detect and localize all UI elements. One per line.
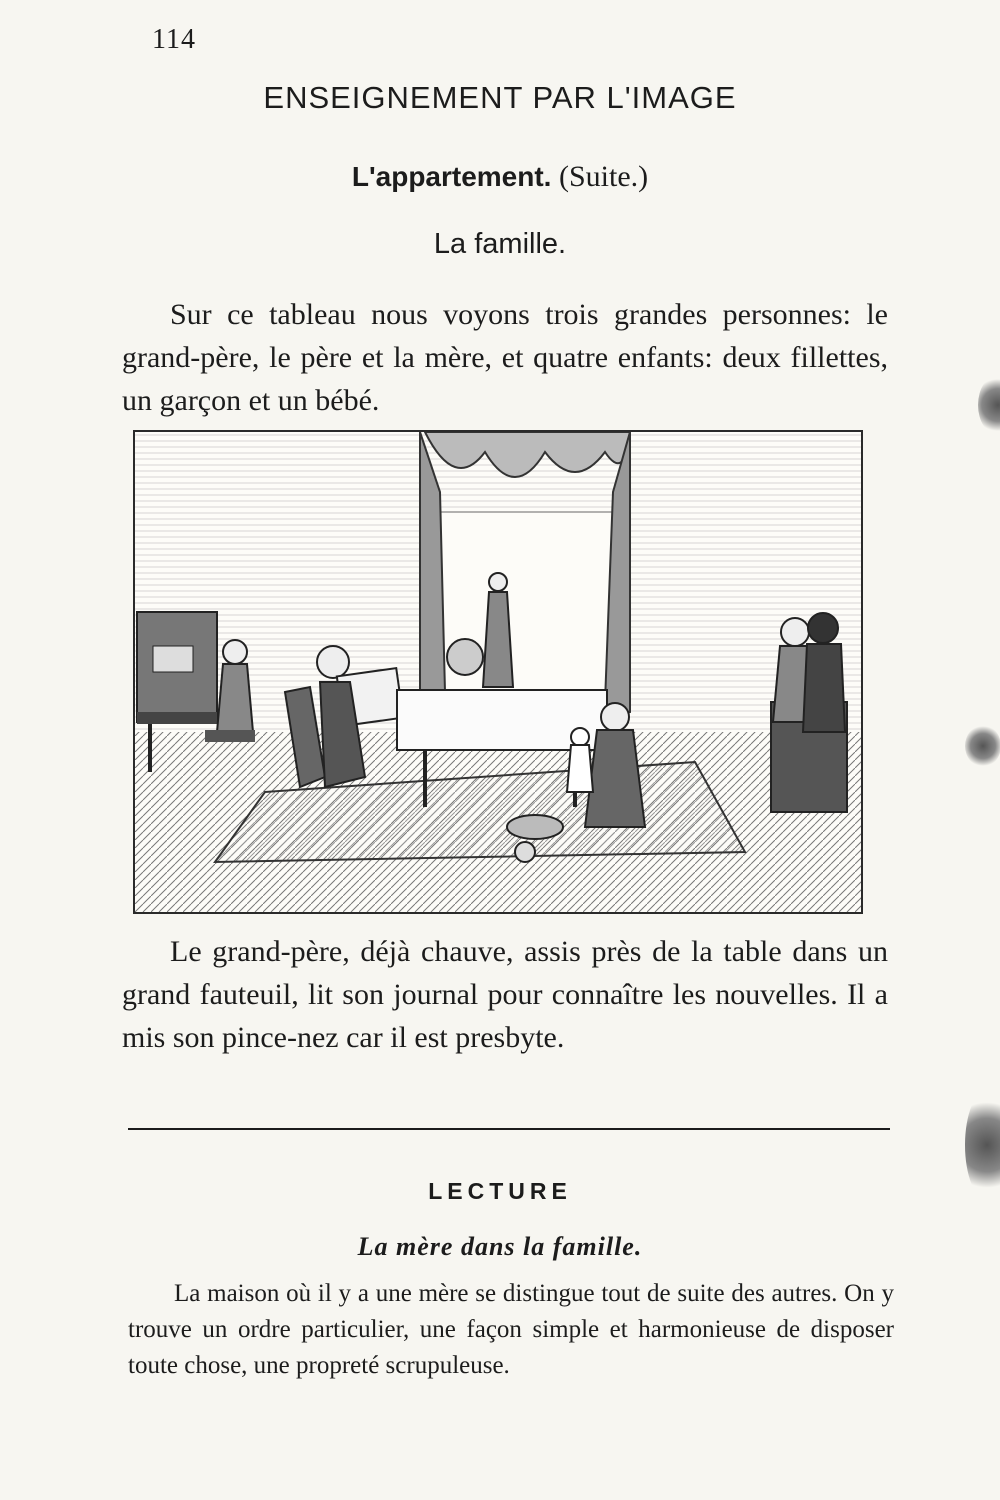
section-subtitle xyxy=(0,160,1000,194)
ink-stain xyxy=(965,725,1000,767)
page-title: ENSEIGNEMENT PAR L'IMAGE xyxy=(263,80,737,115)
paragraph-reading: La maison où il y a une mère se distingue tout de suite des autres. On y trouve un ordre particulier, une façon simple et harmonieuse de disposer toute chose, une propreté scrupuleuse. xyxy=(128,1280,894,1379)
page-number: 114 xyxy=(152,24,196,55)
subtitle-bold: L'appartement. xyxy=(351,161,552,192)
subtitle-suite: (Suite.) xyxy=(558,160,649,193)
section-divider xyxy=(128,1128,890,1130)
lecture-heading: LECTURE xyxy=(428,1178,572,1204)
ink-stain xyxy=(978,375,1000,435)
family-illustration xyxy=(133,430,863,914)
section-heading: La famille. xyxy=(433,228,567,260)
family-engraving xyxy=(135,432,861,912)
paragraph-intro: Sur ce tableau nous voyons trois grandes personnes: le grand-père, le père et la mère, et quatre enfants: deux fillettes, un garçon et un bébé. xyxy=(122,298,888,417)
paragraph-grandfather: Le grand-père, déjà chauve, assis près de la table dans un grand fauteuil, lit son journal pour connaître les nouvelles. Il a mis son pince-nez car il est presbyte. xyxy=(122,935,888,1054)
reading-title: La mère dans la famille. xyxy=(357,1232,643,1261)
